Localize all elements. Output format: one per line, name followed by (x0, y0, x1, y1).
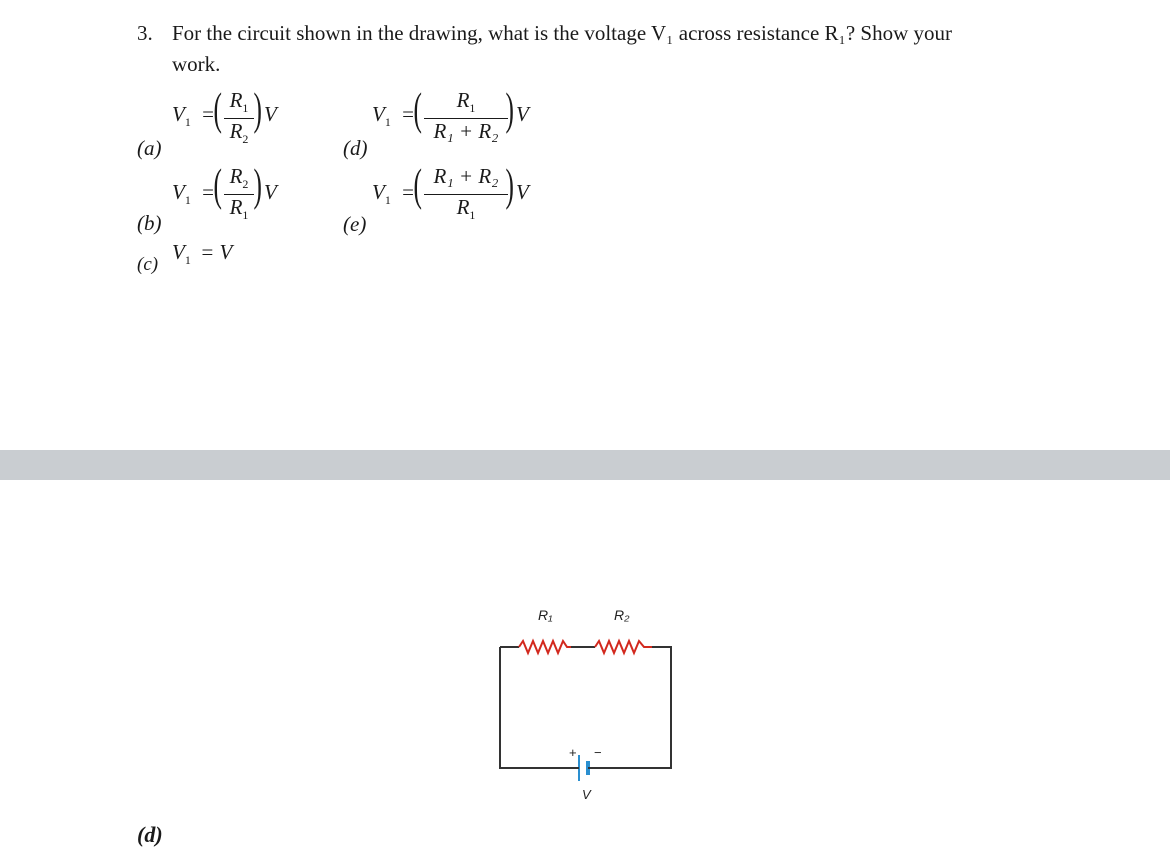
question-line-2: work. (172, 52, 221, 76)
circuit-diagram (490, 605, 680, 810)
battery-plus: + (569, 745, 577, 760)
fraction-b: $R_2$ $R_1$ (224, 164, 254, 220)
fraction-e: R₁ + R₂ $R_1$ (424, 164, 508, 220)
question-number: 3. (137, 21, 153, 45)
equation-d: $V_1$ = (372, 102, 414, 129)
equation-a: $V_1$ = (172, 102, 214, 129)
circuit-wires (500, 647, 671, 768)
battery-label: V (582, 787, 591, 802)
fraction-a: $R_1$ $R_2$ (224, 88, 254, 144)
equation-b: $V_1$ = (172, 180, 214, 207)
equation-c: $V_1 = V$ (172, 240, 233, 267)
option-label-d: (d) (343, 136, 368, 160)
section-divider (0, 450, 1170, 480)
circuit-svg (490, 605, 680, 810)
question-line-1: For the circuit shown in the drawing, what is the voltage V₁ across resistance R₁? Show your (172, 21, 953, 45)
option-label-b: (b) (137, 211, 162, 235)
r2-label: R₂ (614, 607, 630, 623)
option-label-e: (e) (343, 212, 367, 236)
resistor-r2 (595, 641, 652, 653)
battery-minus: − (594, 745, 602, 760)
answer-label-d: (d) (137, 822, 163, 847)
battery-icon (575, 755, 594, 781)
resistor-r1 (519, 641, 571, 653)
option-label-c: (c) (137, 254, 159, 275)
fraction-d: $R_1$ R₁ + R₂ (424, 88, 508, 144)
r1-label: R₁ (538, 607, 553, 623)
equation-e: $V_1$ = (372, 180, 414, 207)
option-label-a: (a) (137, 136, 162, 160)
